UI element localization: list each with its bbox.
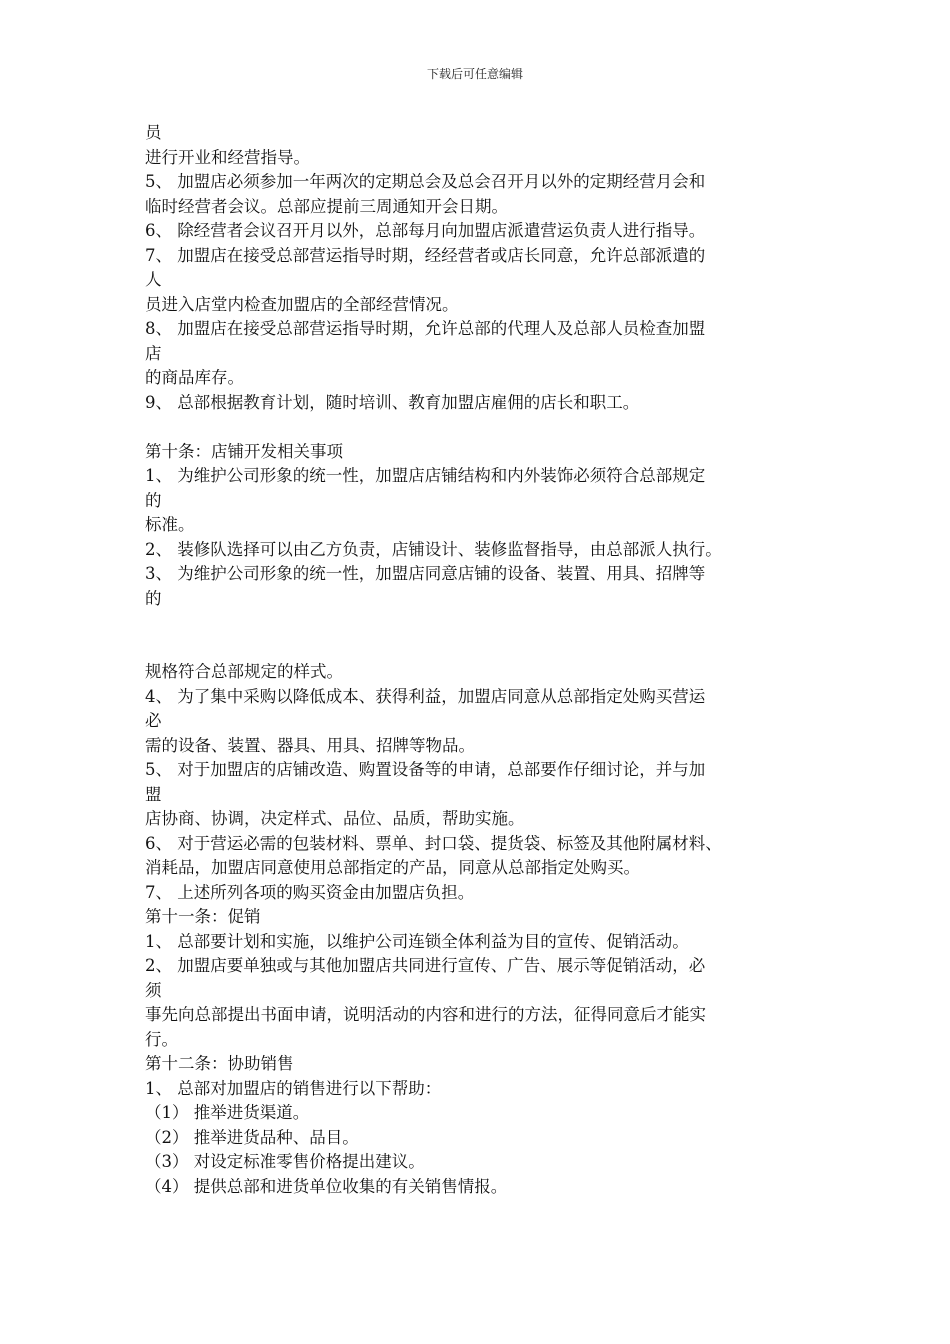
document-body — [145, 121, 815, 1199]
text-line: 店协商、协调，决定样式、品位、品质，帮助实施。 — [145, 809, 525, 828]
text-line: 9、 总部根据教育计划，随时培训、教育加盟店雇佣的店长和职工。 — [145, 392, 640, 412]
text-line: 员 — [145, 123, 162, 142]
text-line: 规格符合总部规定的样式。 — [145, 662, 343, 681]
text-block-article-9-continued — [145, 121, 815, 415]
text-block-articles-10-to-12 — [145, 660, 815, 1199]
text-line: 第十条：店铺开发相关事项 — [145, 441, 343, 461]
text-line: 5、 对于加盟店的店铺改造、购置设备等的申请，总部要作仔细讨论，并与加 — [145, 760, 706, 779]
text-line: 必 — [145, 711, 162, 730]
text-line: 的 — [145, 588, 162, 608]
text-line: 需的设备、装置、器具、用具、招牌等物品。 — [145, 735, 475, 755]
paragraph-gap — [145, 415, 815, 440]
text-line: 行。 — [145, 1029, 178, 1049]
text-line: 店 — [145, 343, 162, 363]
text-line: 标准。 — [145, 515, 195, 534]
text-line: 6、 除经营者会议召开月以外，总部每月向加盟店派遣营运负责人进行指导。 — [145, 221, 706, 240]
text-line: 5、 加盟店必须参加一年两次的定期总会及总会召开月以外的定期经营月会和 — [145, 172, 706, 191]
text-line: 事先向总部提出书面申请，说明活动的内容和进行的方法，征得同意后才能实 — [145, 1005, 706, 1024]
text-block-article-10 — [145, 440, 815, 612]
text-line: （3） 对设定标准零售价格提出建议。 — [145, 1152, 425, 1171]
text-line: 7、 加盟店在接受总部营运指导时期，经经营者或店长同意，允许总部派遣的 — [145, 245, 706, 265]
text-line: 2、 装修队选择可以由乙方负责，店铺设计、装修监督指导，由总部派人执行。 — [145, 539, 722, 559]
text-line: 6、 对于营运必需的包装材料、票单、封口袋、提货袋、标签及其他附属材料、 — [145, 833, 722, 853]
text-line: 第十二条：协助销售 — [145, 1054, 294, 1073]
text-line: 员进入店堂内检查加盟店的全部经营情况。 — [145, 294, 459, 314]
text-line: 的商品库存。 — [145, 368, 244, 387]
text-line: 人 — [145, 270, 162, 289]
text-line: （1） 推举进货渠道。 — [145, 1103, 310, 1122]
text-line: 临时经营者会议。总部应提前三周通知开会日期。 — [145, 196, 508, 216]
text-line: 第十一条：促销 — [145, 907, 261, 926]
page-break-gap — [145, 611, 815, 660]
page-header: 下载后可任意编辑 — [426, 67, 523, 81]
text-line: 4、 为了集中采购以降低成本、获得利益，加盟店同意从总部指定处购买营运 — [145, 686, 706, 706]
text-line: 7、 上述所列各项的购买资金由加盟店负担。 — [145, 882, 475, 902]
text-line: 8、 加盟店在接受总部营运指导时期，允许总部的代理人及总部人员检查加盟 — [145, 319, 706, 338]
text-line: 2、 加盟店要单独或与其他加盟店共同进行宣传、广告、展示等促销活动，必 — [145, 956, 706, 975]
text-line: 进行开业和经营指导。 — [145, 147, 310, 167]
text-line: （2） 推举进货品种、品目。 — [145, 1127, 359, 1147]
text-line: 盟 — [145, 784, 162, 804]
text-line: （4） 提供总部和进货单位收集的有关销售情报。 — [145, 1176, 508, 1196]
text-line: 1、 总部对加盟店的销售进行以下帮助： — [145, 1078, 442, 1098]
text-line: 1、 总部要计划和实施，以维护公司连锁全体利益为目的宣传、促销活动。 — [145, 931, 689, 951]
text-line: 须 — [145, 980, 162, 1000]
text-line: 3、 为维护公司形象的统一性，加盟店同意店铺的设备、装置、用具、招牌等 — [145, 564, 706, 583]
text-line: 的 — [145, 490, 162, 510]
text-line: 1、 为维护公司形象的统一性，加盟店店铺结构和内外装饰必须符合总部规定 — [145, 466, 706, 485]
text-line: 消耗品，加盟店同意使用总部指定的产品，同意从总部指定处购买。 — [145, 858, 640, 877]
